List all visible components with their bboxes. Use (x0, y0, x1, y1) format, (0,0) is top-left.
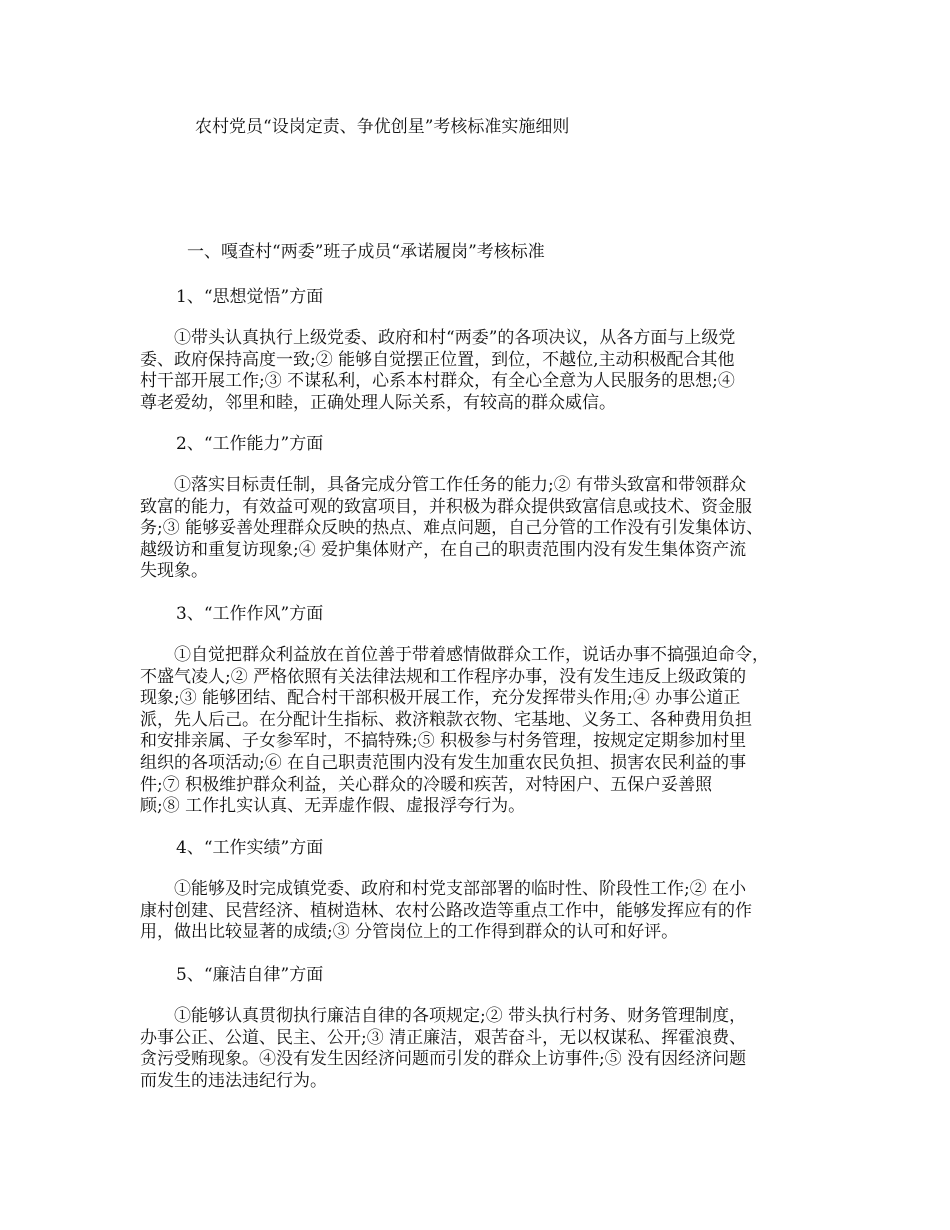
paragraph-line: 务;③ 能够妥善处理群众反映的热点、难点问题，自己分管的工作没有引发集体访、 (140, 518, 764, 539)
section-heading: 一、嘎查村“两委”班子成员“承诺履岗”考核标准 (187, 242, 545, 262)
item-2-paragraph (140, 475, 830, 583)
item-5-heading: 5、“廉洁自律”方面 (176, 965, 324, 985)
paragraph-line: 失现象。 (140, 561, 208, 582)
paragraph-line: 件;⑦ 积极维护群众利益，关心群众的冷暖和疾苦，对特困户、五保户妥善照 (140, 774, 713, 795)
item-4-heading: 4、“工作实绩”方面 (176, 838, 324, 858)
paragraph-line: 现象;③ 能够团结、配合村干部积极开展工作，充分发挥带头作用;④ 办事公道正 (140, 688, 741, 709)
paragraph-line: 康村创建、民营经济、植树造林、农村公路改造等重点工作中，能够发挥应有的作 (140, 900, 752, 921)
paragraph-line: 顾;⑧ 工作扎实认真、无弄虚作假、虚报浮夸行为。 (140, 796, 526, 817)
paragraph-line: 委、政府保持高度一致;② 能够自觉摆正位置，到位，不越位,主动积极配合其他 (140, 349, 735, 370)
paragraph-line: 越级访和重复访现象;④ 爱护集体财产，在自己的职责范围内没有发生集体资产流 (140, 539, 747, 560)
item-4-paragraph (140, 879, 830, 944)
document-title: 农村党员“设岗定责、争优创星”考核标准实施细则 (195, 117, 570, 137)
item-5-paragraph (140, 1006, 830, 1092)
paragraph-line: 用，做出比较显著的成绩;③ 分管岗位上的工作得到群众的认可和好评。 (140, 922, 679, 943)
paragraph-line: 致富的能力，有效益可观的致富项目，并积极为群众提供致富信息或技术、资金服 (140, 496, 752, 517)
item-3-paragraph (140, 645, 830, 818)
paragraph-line: 和安排亲属、子女参军时，不搞特殊;⑤ 积极参与村务管理，按规定定期参加村里 (140, 731, 747, 752)
paragraph-line: 不盛气凌人;② 严格依照有关法律法规和工作程序办事，没有发生违反上级政策的 (140, 666, 747, 687)
paragraph-line: ①带头认真执行上级党委、政府和村“两委”的各项决议，从各方面与上级党 (140, 328, 736, 348)
paragraph-line: ①能够及时完成镇党委、政府和村党支部部署的临时性、阶段性工作;② 在小 (140, 879, 747, 899)
paragraph-line: 办事公正、公道、民主、公开;③ 清正廉洁，艰苦奋斗，无以权谋私、挥霍浪费、 (140, 1027, 747, 1048)
paragraph-line: ①自觉把群众利益放在首位善于带着感情做群众工作，说话办事不搞强迫命令， (140, 645, 769, 665)
item-2-heading: 2、“工作能力”方面 (176, 434, 324, 454)
item-1-paragraph (140, 328, 830, 414)
paragraph-line: 贪污受贿现象。④没有发生因经济问题而引发的群众上访事件;⑤ 没有因经济问题 (140, 1049, 747, 1070)
paragraph-line: ①能够认真贯彻执行廉洁自律的各项规定;② 带头执行村务、财务管理制度， (140, 1006, 747, 1026)
paragraph-line: 尊老爱幼，邻里和睦，正确处理人际关系，有较高的群众威信。 (140, 392, 616, 413)
paragraph-line: ①落实目标责任制，具备完成分管工作任务的能力;② 有带头致富和带领群众 (140, 475, 747, 495)
paragraph-line: 而发生的违法违纪行为。 (140, 1070, 327, 1091)
paragraph-line: 组织的各项活动;⑥ 在自己职责范围内没有发生加重农民负担、损害农民利益的事 (140, 752, 747, 773)
item-3-heading: 3、“工作作风”方面 (176, 604, 324, 624)
paragraph-line: 村干部开展工作;③ 不谋私利，心系本村群众，有全心全意为人民服务的思想;④ (140, 371, 735, 392)
paragraph-line: 派，先人后己。在分配计生指标、救济粮款衣物、宅基地、义务工、各种费用负担 (140, 709, 752, 730)
item-1-heading: 1、“思想觉悟”方面 (176, 287, 324, 307)
